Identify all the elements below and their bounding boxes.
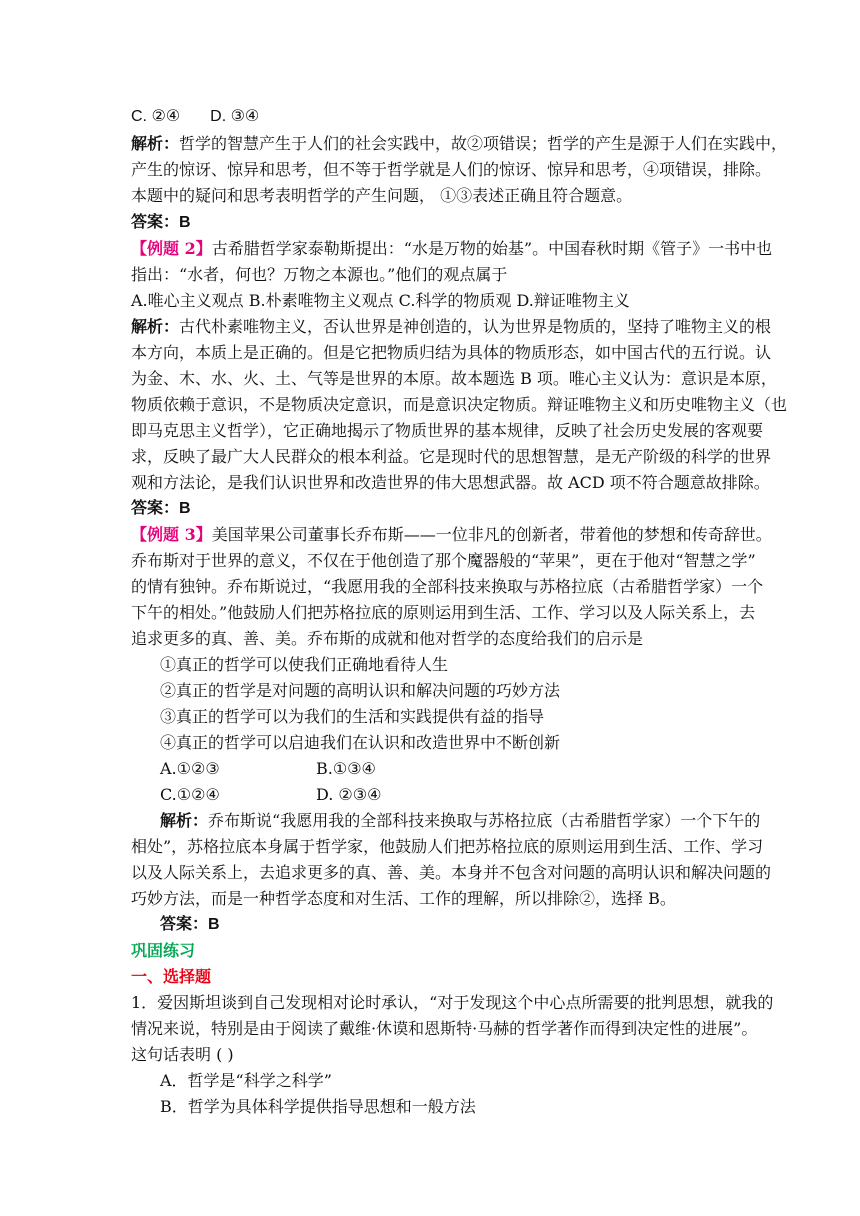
options-line bbox=[160, 782, 760, 808]
example-tag: 【例题 2】 bbox=[131, 239, 212, 258]
text-line: 物质依赖于意识，不是物质决定意识，而是意识决定物质。辩证唯物主义和历史唯物主义（也 bbox=[131, 395, 788, 414]
text-line: 为金、木、水、火、土、气等是世界的本原。故本题选 B 项。唯心主义认为：意识是本原， bbox=[131, 369, 777, 388]
option-c: C. ②④ bbox=[131, 108, 181, 125]
text-line: 指出：“水者，何也？万物之本源也。”他们的观点属于 bbox=[131, 265, 508, 284]
analysis-text: 古代朴素唯物主义，否认世界是神创造的，认为世界是物质的，坚持了唯物主义的根 bbox=[179, 317, 772, 336]
text-line: 本题中的疑问和思考表明哲学的产生问题， ①③表述正确且符合题意。 bbox=[131, 186, 633, 205]
text-line: 观和方法论，是我们认识世界和改造世界的伟大思想武器。故 ACD 项不符合题意故排除。 bbox=[131, 473, 770, 492]
example-heading-line bbox=[131, 236, 773, 262]
text-line: 相处”，苏格拉底本身属于哲学家，他鼓励人们把苏格拉底的原则运用到生活、工作、学习 bbox=[131, 837, 764, 856]
analysis-label: 解析： bbox=[131, 319, 180, 336]
statement-item: ②真正的哲学是对问题的高明认识和解决问题的巧妙方法 bbox=[160, 681, 561, 700]
option-a: A.①②③ bbox=[160, 759, 220, 778]
option-d: D. ③④ bbox=[210, 108, 260, 125]
text-line: 求，反映了最广大人民群众的根本利益。它是现时代的思想智慧，是无产阶级的科学的世界 bbox=[131, 447, 772, 466]
option-line bbox=[131, 104, 731, 130]
choice-a: A．哲学是“科学之科学” bbox=[160, 1071, 332, 1090]
text-line: 巧妙方法，而是一种哲学态度和对生活、工作的理解，所以排除②，选择 B。 bbox=[131, 889, 676, 908]
analysis-line bbox=[131, 314, 772, 340]
options-line bbox=[160, 756, 760, 782]
text-line: 本方向，本质上是正确的。但是它把物质归结为具体的物质形态，如中国古代的五行说。认 bbox=[131, 343, 772, 362]
analysis-line bbox=[131, 131, 788, 157]
answer-line: 答案：B bbox=[131, 214, 191, 231]
analysis-text: 哲学的智慧产生于人们的社会实践中，故②项错误；哲学的产生是源于人们在实践中， bbox=[179, 134, 788, 153]
options-line: A.唯心主义观点 B.朴素唯物主义观点 C.科学的物质观 D.辩证唯物主义 bbox=[131, 291, 630, 310]
question-line: 1．爱因斯坦谈到自己发现相对论时承认，“对于发现这个中心点所需要的批判思想，就我的 bbox=[131, 993, 774, 1012]
text-line: 产生的惊讶、惊异和思考，但不等于哲学就是人们的惊讶、惊异和思考，④项错误，排除。 bbox=[131, 160, 772, 179]
subsection-heading: 一、选择题 bbox=[131, 967, 212, 986]
text-line: 下午的相处。”他鼓励人们把苏格拉底的原则运用到生活、工作、学习以及人际关系上，去 bbox=[131, 603, 756, 622]
example-tag: 【例题 3】 bbox=[131, 525, 212, 544]
text-line: 即马克思主义哲学），它正确地揭示了物质世界的基本规律，反映了社会历史发展的客观要 bbox=[131, 421, 764, 440]
answer-line: 答案：B bbox=[160, 916, 220, 933]
choice-b: B．哲学为具体科学提供指导思想和一般方法 bbox=[160, 1097, 476, 1116]
example-heading-line bbox=[131, 522, 772, 548]
question-line: 情况来说，特别是由于阅读了戴维·休谟和恩斯特·马赫的哲学著作而得到决定性的进展”。 bbox=[131, 1019, 758, 1038]
option-c: C.①②④ bbox=[160, 785, 220, 804]
example-text: 古希腊哲学家泰勒斯提出：“水是万物的始基”。中国春秋时期《管子》一书中也 bbox=[211, 239, 773, 258]
statement-item: ④真正的哲学可以启迪我们在认识和改造世界中不断创新 bbox=[160, 733, 561, 752]
answer-line: 答案：B bbox=[131, 500, 191, 517]
statement-item: ③真正的哲学可以为我们的生活和实践提供有益的指导 bbox=[160, 707, 545, 726]
text-line: 以及人际关系上，去追求更多的真、善、美。本身并不包含对问题的高明认识和解决问题的 bbox=[131, 863, 772, 882]
analysis-label: 解析： bbox=[160, 813, 209, 830]
option-d: D. ②③④ bbox=[316, 785, 382, 804]
analysis-label: 解析： bbox=[131, 136, 180, 153]
analysis-line bbox=[160, 808, 760, 834]
text-line: 追求更多的真、善、美。乔布斯的成就和他对哲学的态度给我们的启示是 bbox=[131, 629, 644, 648]
option-b: B.①③④ bbox=[316, 759, 376, 778]
text-line: 的情有独钟。乔布斯说过，“我愿用我的全部科技来换取与苏格拉底（古希腊哲学家）一个 bbox=[131, 577, 764, 596]
analysis-text: 乔布斯说“我愿用我的全部科技来换取与苏格拉底（古希腊哲学家）一个下午的 bbox=[208, 811, 761, 830]
section-heading: 巩固练习 bbox=[131, 941, 196, 960]
example-text: 美国苹果公司董事长乔布斯——一位非凡的创新者，带着他的梦想和传奇辞世。 bbox=[211, 525, 772, 544]
statement-item: ①真正的哲学可以使我们正确地看待人生 bbox=[160, 655, 449, 674]
text-line: 乔布斯对于世界的意义，不仅在于他创造了那个魔器般的“苹果”，更在于他对“智慧之学” bbox=[131, 551, 756, 570]
question-line: 这句话表明 ( ) bbox=[131, 1045, 234, 1064]
